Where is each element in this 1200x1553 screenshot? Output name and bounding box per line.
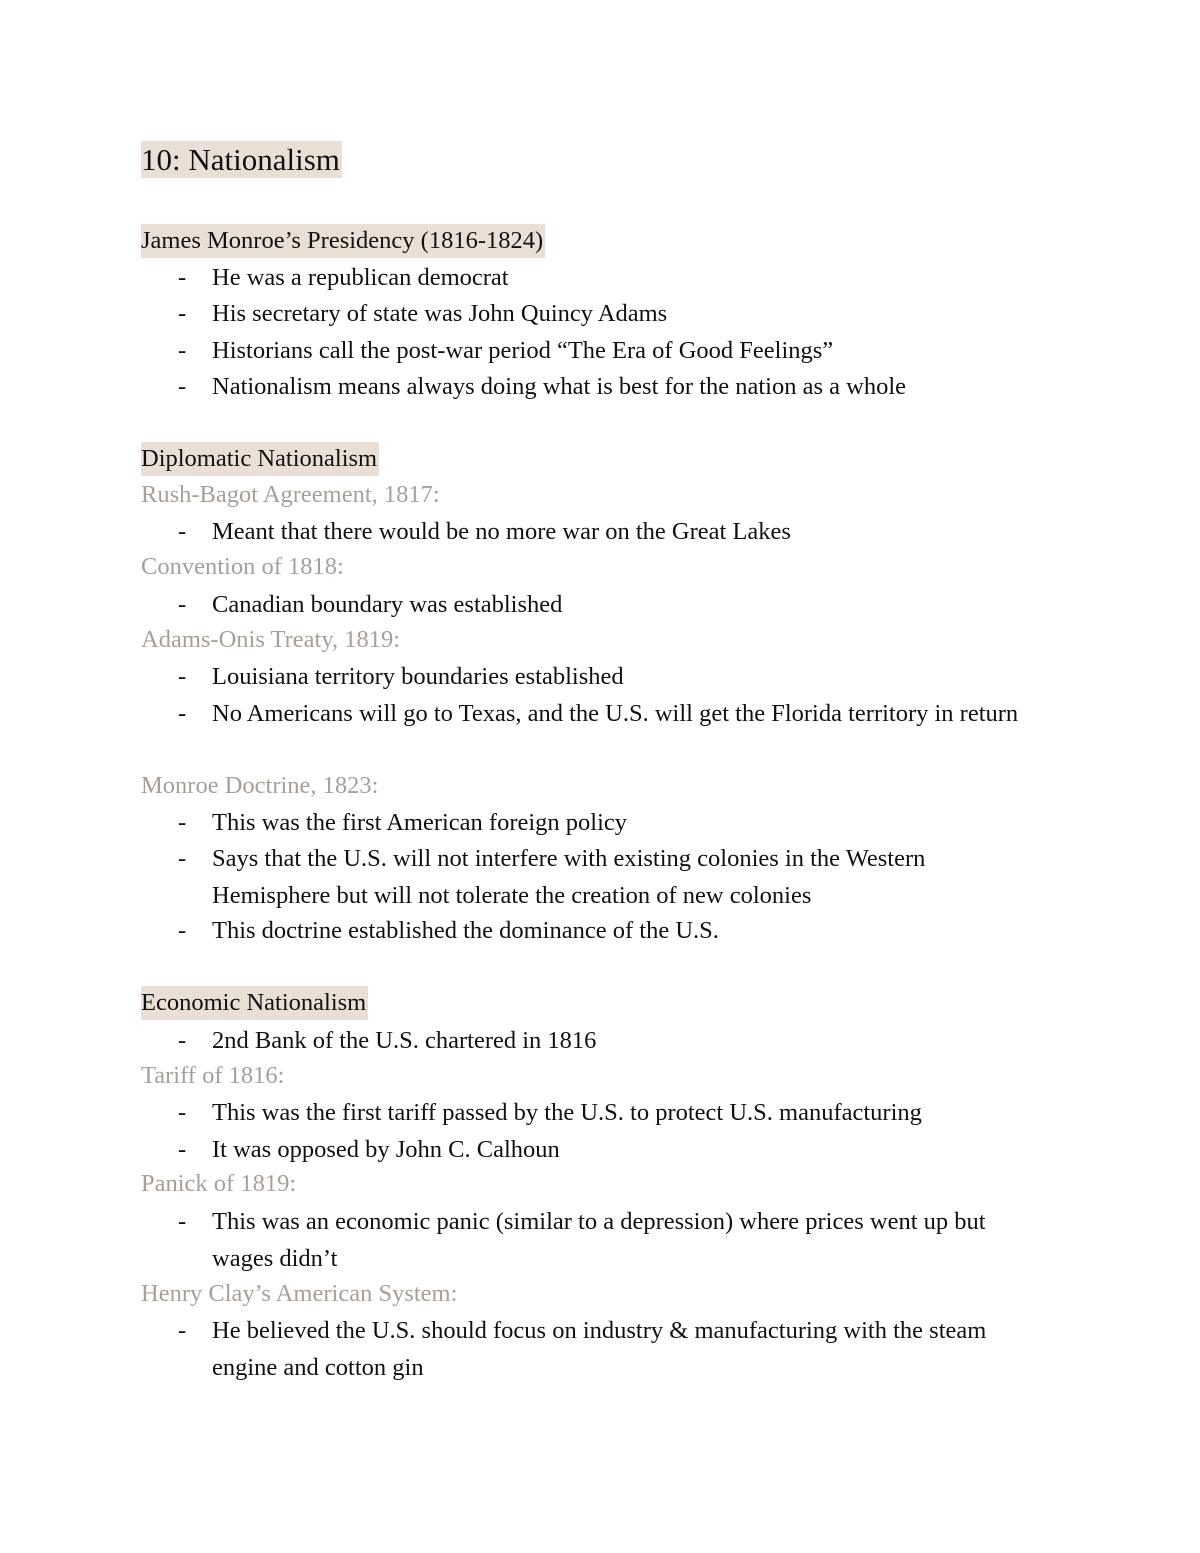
section-heading-economic-nationalism: Economic Nationalism — [141, 986, 368, 1020]
list-item — [178, 1313, 1028, 1386]
list-item — [178, 260, 1058, 297]
list-item — [178, 587, 1058, 624]
list-item-text: Says that the U.S. will not interfere with existing colonies in the Western Hemisphere but will not tolerate the creation of new colonies — [212, 845, 926, 909]
list-item-text: Louisiana territory boundaries established — [212, 663, 624, 690]
bullet-dash: - — [178, 663, 187, 690]
list-item — [178, 296, 1058, 333]
bullet-dash: - — [178, 700, 187, 727]
bullet-dash: - — [178, 845, 187, 872]
subheading-panick-1819: Panick of 1819: — [141, 1170, 297, 1197]
section-heading-monroe-presidency: James Monroe’s Presidency (1816-1824) — [141, 224, 545, 258]
list-item — [178, 696, 1058, 733]
subheading-adams-onis: Adams-Onis Treaty, 1819: — [141, 626, 401, 653]
subheading-american-system: Henry Clay’s American System: — [141, 1280, 458, 1307]
list-item-text: It was opposed by John C. Calhoun — [212, 1136, 560, 1163]
list-item — [178, 805, 1058, 842]
section-heading-diplomatic-nationalism: Diplomatic Nationalism — [141, 442, 379, 476]
list-item — [178, 514, 1058, 551]
list-item-text: Nationalism means always doing what is best for the nation as a whole — [212, 373, 907, 400]
bullet-dash: - — [178, 809, 187, 836]
bullet-dash: - — [178, 591, 187, 618]
list-item-text: This was the first tariff passed by the U.S. to protect U.S. manufacturing — [212, 1099, 922, 1126]
subheading-rush-bagot: Rush-Bagot Agreement, 1817: — [141, 481, 440, 508]
list-item-text: He was a republican democrat — [212, 264, 509, 291]
list-item-text: 2nd Bank of the U.S. chartered in 1816 — [212, 1027, 597, 1054]
page-title: 10: Nationalism — [141, 142, 340, 177]
list-item — [178, 913, 1058, 950]
list-item-text: This was an economic panic (similar to a depression) where prices went up but wages didn’t — [212, 1208, 986, 1272]
bullet-dash: - — [178, 917, 187, 944]
list-item-text: Historians call the post-war period “The Era of Good Feelings” — [212, 337, 834, 364]
bullet-dash: - — [178, 300, 187, 327]
subheading-monroe-doctrine: Monroe Doctrine, 1823: — [141, 772, 379, 799]
list-item — [178, 333, 1058, 370]
bullet-dash: - — [178, 1136, 187, 1163]
list-item-text: Meant that there would be no more war on the Great Lakes — [212, 518, 791, 545]
list-item-text: No Americans will go to Texas, and the U.S. will get the Florida territory in return — [212, 700, 1019, 727]
bullet-dash: - — [178, 1099, 187, 1126]
bullet-dash: - — [178, 1027, 187, 1054]
bullet-dash: - — [178, 1208, 187, 1235]
bullet-dash: - — [178, 518, 187, 545]
list-item-text: His secretary of state was John Quincy Adams — [212, 300, 668, 327]
list-item-text: This was the first American foreign policy — [212, 809, 628, 836]
list-item-text: Canadian boundary was established — [212, 591, 563, 618]
bullet-dash: - — [178, 337, 187, 364]
bullet-dash: - — [178, 1317, 187, 1344]
list-item — [178, 841, 1038, 914]
subheading-convention-1818: Convention of 1818: — [141, 553, 344, 580]
list-item — [178, 1023, 1058, 1060]
subheading-tariff-1816: Tariff of 1816: — [141, 1062, 285, 1089]
list-item — [178, 1095, 1058, 1132]
bullet-dash: - — [178, 264, 187, 291]
list-item — [178, 1204, 1048, 1277]
list-item — [178, 1132, 1058, 1169]
list-item — [178, 369, 1058, 406]
list-item — [178, 659, 1058, 696]
list-item-text: This doctrine established the dominance of the U.S. — [212, 917, 719, 944]
list-item-text: He believed the U.S. should focus on industry & manufacturing with the steam engine and cotton gin — [212, 1317, 987, 1381]
bullet-dash: - — [178, 373, 187, 400]
